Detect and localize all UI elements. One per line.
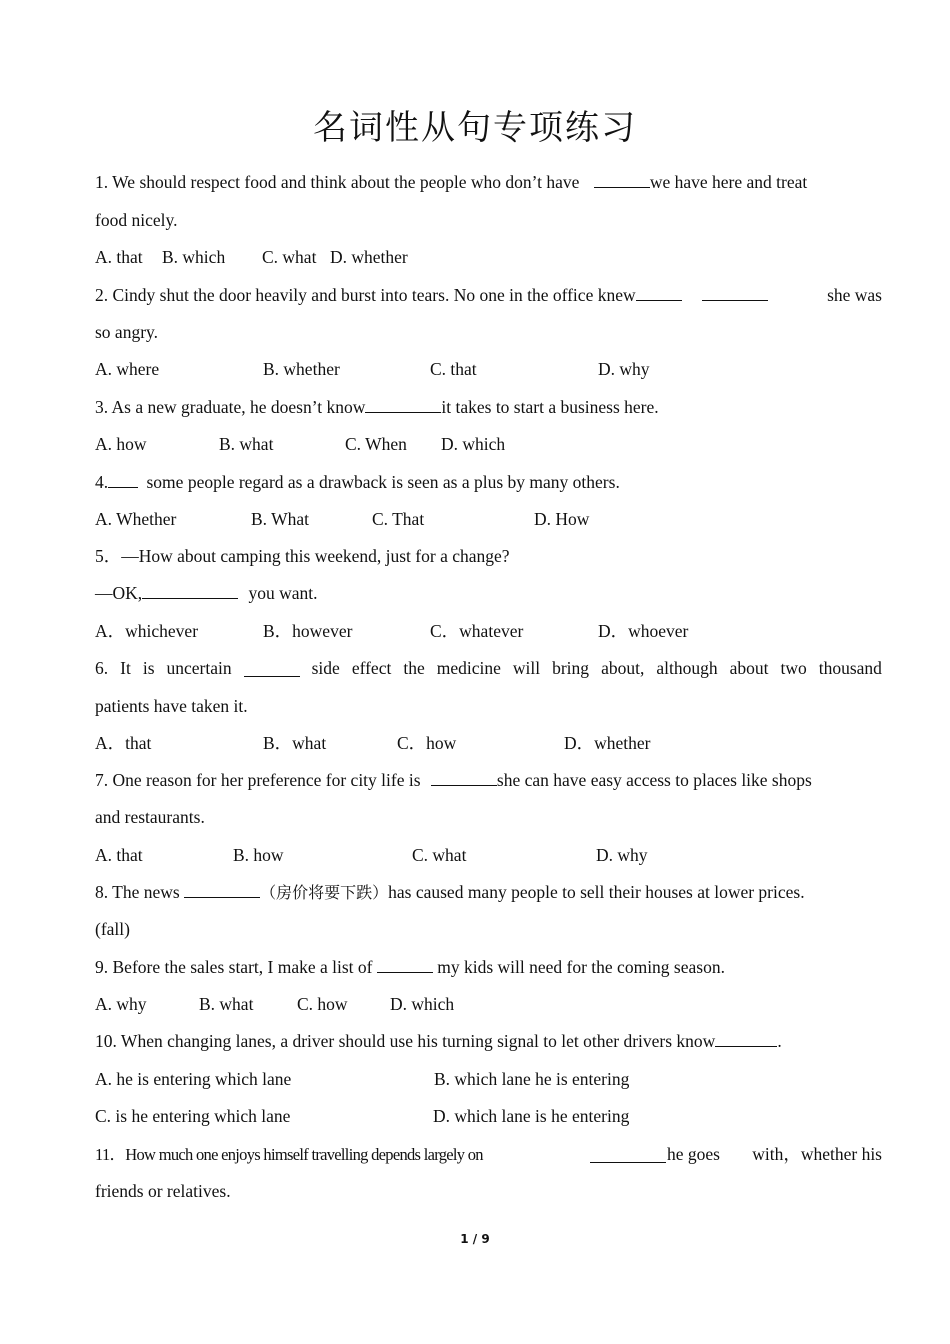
q3-text-b: it takes to start a business here. xyxy=(441,397,659,417)
question-1-options xyxy=(95,244,882,270)
q6-word: side xyxy=(311,658,340,678)
q6-option-a: A．that xyxy=(95,733,152,753)
question-11-line-2: friends or relatives. xyxy=(95,1181,231,1201)
q1-option-c: C. what xyxy=(262,247,317,267)
q4-option-b: B. What xyxy=(251,509,310,529)
q7-option-c: C. what xyxy=(412,845,467,865)
question-2-line-1 xyxy=(95,282,882,308)
q5-blank xyxy=(142,580,238,599)
q10-option-b: B. which lane he is entering xyxy=(434,1069,630,1089)
question-6-options xyxy=(95,730,882,756)
q6-word: It xyxy=(120,658,131,678)
q6-word: medicine xyxy=(436,658,501,678)
question-2-options xyxy=(95,356,882,382)
q10-option-a: A. he is entering which lane xyxy=(95,1069,292,1089)
q6-option-c: C．how xyxy=(397,733,457,753)
q3-option-a: A. how xyxy=(95,434,147,454)
question-6-line-1 xyxy=(95,655,882,681)
q9-option-c: C. how xyxy=(297,994,348,1014)
page-number: 1 / 9 xyxy=(460,1232,490,1246)
q5-option-a: A．whichever xyxy=(95,621,199,641)
question-3-line-1 xyxy=(95,394,882,420)
q6-word: about, xyxy=(601,658,645,678)
q7-blank xyxy=(431,767,497,786)
q8-chinese-hint: （房价将要下跌） xyxy=(260,883,389,902)
question-8-line-2: (fall) xyxy=(95,919,130,939)
q11-text-b2: with，whether his xyxy=(752,1144,882,1164)
question-4-options xyxy=(95,506,882,532)
q1-text-a: 1. We should respect food and think about the people who don’t have xyxy=(95,172,580,192)
q4-text-b: some people regard as a drawback is seen as a plus by many others. xyxy=(146,472,620,492)
q8-blank xyxy=(184,879,260,898)
q11-blank xyxy=(590,1144,666,1163)
q6-word: two xyxy=(780,658,807,678)
q1-option-a: A. that xyxy=(95,247,143,267)
q2-text-a: 2. Cindy shut the door heavily and burst into tears. No one in the office knew xyxy=(95,285,636,305)
q2-option-b: B. whether xyxy=(263,359,340,379)
q5-text-b: —OK, xyxy=(95,583,143,603)
question-5-line-1: 5．—How about camping this weekend, just for a change? xyxy=(95,546,510,566)
question-1-line-1 xyxy=(95,169,882,195)
q2-option-d: D. why xyxy=(598,359,650,379)
q1-text-b: we have here and treat xyxy=(649,172,808,192)
q10-blank xyxy=(715,1028,777,1047)
q6-word: 6. xyxy=(95,658,109,678)
question-7-line-1 xyxy=(95,767,882,793)
q6-word: the xyxy=(403,658,425,678)
q3-text-a: 3. As a new graduate, he doesn’t know xyxy=(95,397,366,417)
q7-option-b: B. how xyxy=(233,845,284,865)
q6-word: thousand xyxy=(818,658,882,678)
q4-option-c: C. That xyxy=(372,509,425,529)
q4-blank xyxy=(108,469,138,488)
q7-option-d: D. why xyxy=(596,845,648,865)
q2-text-b: she was xyxy=(827,285,882,305)
q1-blank xyxy=(594,169,650,188)
question-10-options-row-2 xyxy=(95,1103,882,1129)
q6-option-d: D．whether xyxy=(564,733,651,753)
question-5-options xyxy=(95,618,882,644)
q8-text-a: 8. The news xyxy=(95,882,180,902)
q6-word: uncertain xyxy=(166,658,232,678)
q5-option-d: D．whoever xyxy=(598,621,689,641)
q6-word: is xyxy=(142,658,155,678)
q10-text-b: . xyxy=(777,1031,782,1051)
q11-text-a: 11．How much one enjoys himself travelling depends largely on xyxy=(95,1145,483,1164)
q4-option-d: D. How xyxy=(534,509,590,529)
q8-text-b: has caused many people to sell their houses at lower prices. xyxy=(388,882,805,902)
question-9-options xyxy=(95,991,882,1017)
question-11-line-1 xyxy=(95,1141,882,1167)
question-7-line-2: and restaurants. xyxy=(95,807,205,827)
q5-option-c: C．whatever xyxy=(430,621,524,641)
q9-text-a: 9. Before the sales start, I make a list of xyxy=(95,957,373,977)
q7-text-b: she can have easy access to places like shops xyxy=(496,770,812,790)
q6-word: will xyxy=(512,658,541,678)
question-4-line-1 xyxy=(95,469,882,495)
q6-word: effect xyxy=(351,658,392,678)
q9-blank xyxy=(377,954,433,973)
question-3-options xyxy=(95,431,882,457)
question-10-options-row-1 xyxy=(95,1066,882,1092)
question-10-line-1 xyxy=(95,1028,882,1054)
q5-text-c: you want. xyxy=(248,583,318,603)
q9-text-b: my kids will need for the coming season. xyxy=(437,957,725,977)
question-9-line-1 xyxy=(95,954,882,980)
q4-text-a: 4. xyxy=(95,472,109,492)
q3-option-d: D. which xyxy=(441,434,506,454)
q3-blank xyxy=(365,394,441,413)
q7-text-a: 7. One reason for her preference for city life is xyxy=(95,770,421,790)
q1-option-b: B. which xyxy=(162,247,226,267)
q10-option-d: D. which lane is he entering xyxy=(433,1106,630,1126)
question-2-line-2: so angry. xyxy=(95,322,159,342)
q2-option-c: C. that xyxy=(430,359,477,379)
question-1-line-2: food nicely. xyxy=(95,210,178,230)
q2-blank-1 xyxy=(636,282,682,301)
q3-option-b: B. what xyxy=(219,434,274,454)
q6-word: about xyxy=(729,658,769,678)
q9-option-b: B. what xyxy=(199,994,254,1014)
q9-option-d: D. which xyxy=(390,994,455,1014)
q1-option-d: D. whether xyxy=(330,247,408,267)
q3-option-c: C. When xyxy=(345,434,407,454)
q4-option-a: A. Whether xyxy=(95,509,177,529)
question-5-line-2 xyxy=(95,580,882,606)
q7-option-a: A. that xyxy=(95,845,143,865)
q2-option-a: A. where xyxy=(95,359,160,379)
page-title: 名词性从句专项练习 xyxy=(313,108,637,148)
q6-word: although xyxy=(656,658,718,678)
q9-option-a: A. why xyxy=(95,994,147,1014)
q6-word: bring xyxy=(552,658,590,678)
q10-option-c: C. is he entering which lane xyxy=(95,1106,291,1126)
q2-blank-2 xyxy=(702,282,768,301)
q11-text-b: he goes xyxy=(667,1144,720,1164)
question-8-line-1 xyxy=(95,879,882,905)
question-7-options xyxy=(95,842,882,868)
q10-text-a: 10. When changing lanes, a driver should use his turning signal to let other drivers know xyxy=(95,1031,716,1051)
q5-option-b: B．however xyxy=(263,621,353,641)
question-6-line-2: patients have taken it. xyxy=(95,696,248,716)
q6-blank xyxy=(244,658,300,677)
q6-option-b: B．what xyxy=(263,733,327,753)
